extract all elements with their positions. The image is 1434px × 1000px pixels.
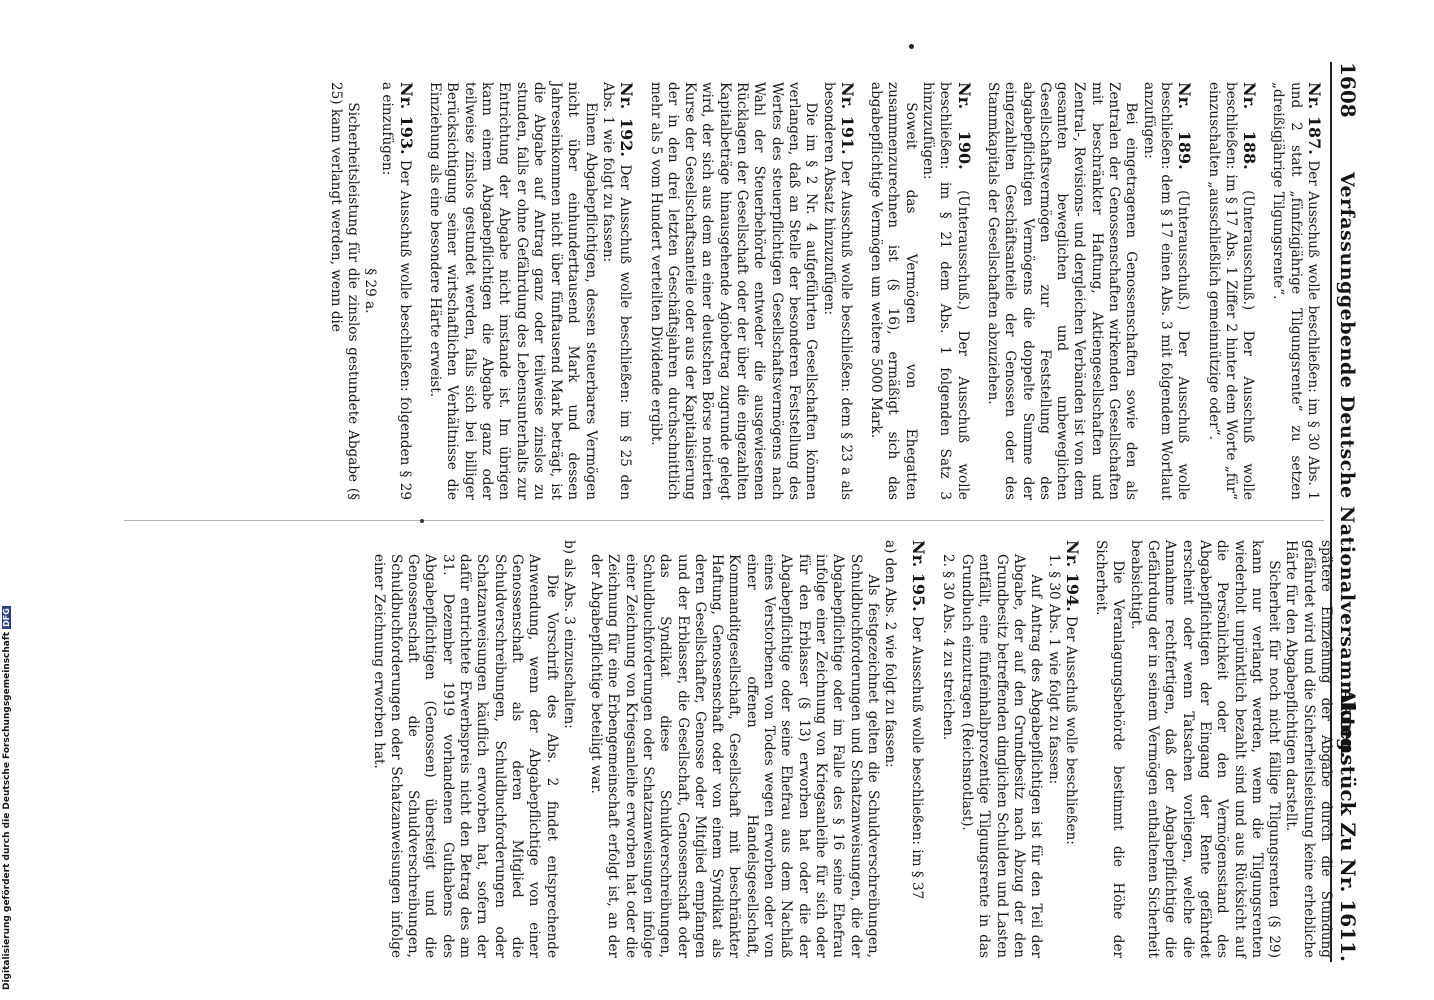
entry-number: Nr. 188. [1240, 82, 1260, 170]
ink-dot [420, 519, 424, 523]
list-item: 1. § 30 Abs. 1 wie folgt zu fassen: [1045, 554, 1062, 785]
entry-number: Nr. 189. [1175, 82, 1195, 170]
header-title: Verfassunggebende Deutsche Nationalversammlung. [1336, 172, 1358, 759]
entry-paragraph: Bei eingetragenen Genossenschaften sowie den als Zentralen der Genossenschaften wirkenden Gesellschaften mit beschränkter Haftung, Aktiengesellschaften und Zentral-, Revisions- und dergleichen Verbänden ist von dem gesamten beweglichen und unbeweglichen Gesellschaftsvermögen zur Feststellung des abgabepflichtigen Vermögens die doppelte Summe der eingezahlten Geschäftsanteile der Genossen oder des Stammkapitals der Gesellschaften abzuziehen. [984, 82, 1140, 500]
entry-text: Der Ausschuß wolle beschließen: dem § 23 a als besonderen Absatz hinzuzufügen: [820, 82, 854, 501]
entry-number: Nr. 192. [617, 82, 637, 157]
entry-number: Nr. 193. [396, 82, 416, 155]
entry-text: Der Ausschuß wolle beschließen: folgenden § 29 a einzufügen: [379, 82, 413, 501]
entry-nr-190 [867, 82, 973, 500]
entry-nr-191 [646, 82, 856, 500]
entry-nr-194 [938, 540, 1080, 958]
entry-paragraph: Als festgezeichnet gelten die Schuldverschreibungen, Schuldbuchforderungen und Schatzanweisungen, die der Abgabepflichtige oder im Falle des § 16 seine Ehefrau infolge einer Zeichnung von Kriegsanleihe für sich oder für den Erblasser (§ 13) erworben hat oder die der Abgabepflichtige oder seine Ehefrau aus dem Nachlaß eines Verstorbenen von Todes wegen erworben oder von einer offenen Handelsgesellschaft, Kommanditgesellschaft, Gesellschaft mit beschränkter Haftung, Genossenschaft oder von einem Syndikat als deren Gesellschafter, Genosse oder Mitglied empfangen und der Erblasser, die Gesellschaft, Genossenschaft oder das Syndikat diese Schuldverschreibungen, Schuldbuchforderungen oder Schatzanweisungen infolge einer Zeichnung von Kriegsanleihe erworben hat oder die Zeichnung für eine Erbengemeinschaft erfolgt ist, an der der Abgabepflichtige beteiligt war. [588, 554, 881, 958]
entry-nr-187 [1269, 82, 1323, 500]
page-header [1330, 62, 1372, 962]
entry-paragraph: Sicherheitsleistung für die zinslos gestundete Abgabe (§ 25) kann verlangt werden, wenn die [327, 82, 361, 500]
entry-text: Der Ausschuß wolle beschließen: [1062, 616, 1079, 846]
entry-text: Der Ausschuß wolle beschließen: im § 37 [909, 616, 926, 900]
right-column [369, 540, 1334, 958]
entry-number: Nr. 191. [837, 82, 857, 155]
entry-text: (Unterausschuß.) Der Ausschuß wolle beschließen: dem § 17 einen Abs. 3 mit folgendem Wortlaut anzufügen: [1140, 82, 1192, 500]
digitization-credit [2, 606, 12, 990]
column-divider [124, 520, 1324, 521]
entry-number: Nr. 195. [909, 540, 929, 612]
entry-nr-188 [1204, 82, 1258, 500]
entry-nr-192 [426, 82, 636, 500]
left-column [326, 82, 1334, 500]
list-item: b) als Abs. 3 einzuschalten: [560, 540, 577, 729]
entry-text: Der Ausschuß wolle beschließen: im § 25 den Abs. 1 wie folgt zu fassen: [600, 82, 634, 500]
entry-paragraph: Auf Antrag des Abgabepflichtigen ist für den Teil der Abgabe, der auf den Grundbesitz nach Abzug der den Grundbesitz betreffenden dinglichen Schulden und Lasten entfällt, eine fünfeinhalbprozentige Tilgungsrente in das Grundbuch einzutragen (Reichsnotlast). [959, 554, 1045, 958]
entry-text: (Unterausschuß.) Der Ausschuß wolle beschließen: im § 21 dem Abs. 1 folgenden Satz 3 hinzuzufügen: [920, 82, 971, 500]
entry-nr-195 [369, 540, 927, 958]
entry-number: Nr. 194. [1062, 540, 1082, 612]
entry-number: Nr. 187. [1305, 82, 1324, 155]
entry-paragraph: Soweit das Vermögen von Ehegatten zusammenzurechnen ist (§ 16), ermäßigt sich das abgabepflichtige Vermögen um weitere 5000 Mark. [868, 82, 919, 500]
continuation-paragraph: spätere Einziehung der Abgabe durch die Stundung gefährdet wird und die Sicherheitsleistung keine erhebliche Härte für den Abgabepflichtigen darstellt. [1283, 540, 1334, 958]
continuation-paragraph: Die Veranlagungsbehörde bestimmt die Höhe der Sicherheit. [1093, 540, 1127, 958]
continuation-paragraph: Sicherheit für noch nicht fällige Tilgungsrenten (§ 29) kann nur verlangt werden, wenn die Tilgungsrenten wiederholt unpünktlich bezahlt sind und aus Rücksicht auf die Persönlichkeit oder den Vermögensstand des Abgabepflichtigen der Eingang der Rente gefährdet erscheint oder wenn Tatsachen vorliegen, welche die Annahme rechtfertigen, daß der Abgabepflichtige die Gefährdung der in seinem Vermögen enthaltenen Sicherheit beabsichtigt. [1127, 540, 1283, 958]
entry-paragraph: Die im § 2 Nr. 4 aufgeführten Gesellschaften können verlangen, daß an Stelle der besonderen Feststellung des Wertes des steuerpflichtigen Gesellschaftsvermögens nach Wahl der Steuerbehörde entweder die ausgewiesenen Rücklagen der Gesellschaft oder der über die eingezahlten Kapitalbeträge hinausgehende Agiobetrag zugrunde gelegt wird, der sich aus dem an einer deutschen Börse notierten Kurse der Gesellschaftsanteile oder aus der Kapitalisierung der in den drei letzten Geschäftsjahren durchschnittlich mehr als 5 vom Hundert verteilten Dividende ergibt. [647, 82, 820, 500]
entry-nr-193 [326, 82, 414, 500]
ink-dot [909, 44, 914, 49]
list-item: 2. § 30 Abs. 4 zu streichen. [939, 554, 956, 741]
entry-number: Nr. 190. [954, 82, 974, 170]
list-item: a) den Abs. 2 wie folgt zu fassen: [882, 540, 899, 768]
entry-paragraph: Die Vorschrift des Abs. 2 findet entsprechende Anwendung, wenn der Abgabepflichtige von einer Genossenschaft als deren Mitglied die Schuldverschreibungen, Schuldbuchforderungen oder Schatzanweisungen käuflich erworben hat, sofern der dafür entrichtete Erwerbspreis nicht den Betrag des am 31. Dezember 1919 vorhandenen Guthabens des Abgabepflichtigen (Genossen) übersteigt und die Genossenschaft die Schuldverschreibungen, Schuldbuchforderungen oder Schatzanweisungen infolge einer Zeichnung erworben hat. [370, 554, 560, 958]
page-number: 1608 [1336, 62, 1360, 118]
entry-paragraph: Einem Abgabepflichtigen, dessen steuerbares Vermögen nicht über einhunderttausend Mark und dessen Jahreseinkommen nicht über fünftausend Mark beträgt, ist die Abgabe auf Antrag ganz oder teilweise zinslos zu stunden, falls er ohne Gefährdung des Lebensunterhalts zur Entrichtung der Abgabe nicht imstande ist. Im übrigen kann einem Abgabepflichtigen die Abgabe ganz oder teilweise zinslos gestundet werden, falls sich bei billiger Berücksichtigung seiner wirtschaftlichen Verhältnisse die Einziehung als eine besondere Härte erweist. [427, 82, 599, 500]
entry-text: (Unterausschuß.) Der Ausschuß wolle beschließen: im § 17 Abs. 1 Ziffer 2 hinter dem Worte „für“ einzuschalten „ausschließlich gemeinnützige oder“. [1205, 82, 1257, 500]
document-reference: Aktenstück Zu Nr. 1611. [1336, 688, 1360, 962]
dfg-logo: DFG [2, 608, 11, 627]
section-heading: § 29 a. [362, 268, 379, 314]
credit-text: Digitalisierung gefördert durch die Deutsche Forschungsgemeinschaft [2, 631, 12, 990]
entry-text: Der Ausschuß wolle beschließen: im § 30 Abs. 1 und 2 statt „fünfzigjährige Tilgungsrente“ zu setzen „dreißigjährige Tilgungsrente“. [1270, 82, 1321, 500]
entry-nr-189 [984, 82, 1194, 500]
